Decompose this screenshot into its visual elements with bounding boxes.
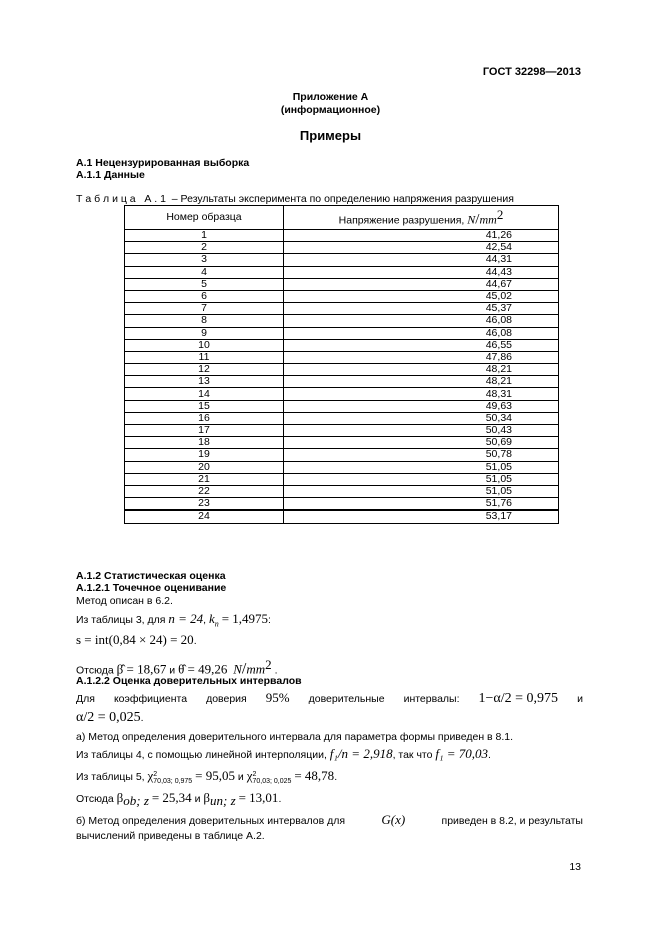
unit-mm: mm — [479, 212, 497, 227]
stress-value-cell: 46,08 — [284, 315, 559, 327]
sample-number-cell: 23 — [125, 498, 284, 511]
table-header-row — [125, 206, 559, 230]
chi1-value: = 95,05 — [195, 768, 235, 783]
dot: . — [334, 771, 338, 783]
sample-number-cell: 15 — [125, 400, 284, 412]
stress-value-cell: 50,78 — [284, 449, 559, 461]
stress-value-cell: 46,55 — [284, 339, 559, 351]
conf-line2 — [76, 710, 144, 726]
section-a11: А.1.1 Данные — [76, 169, 145, 181]
unit-exp2: 2 — [265, 657, 272, 672]
stress-value-cell: 44,67 — [284, 278, 559, 290]
otsyuda2-prefix: Отсюда — [76, 793, 114, 805]
line-table3 — [76, 611, 271, 629]
table-row — [125, 473, 559, 485]
sample-number-cell: 5 — [125, 278, 284, 290]
and-text: и — [237, 771, 244, 783]
chi-symbol-1: χ — [147, 768, 154, 783]
table-row — [125, 388, 559, 400]
stress-value-cell: 42,54 — [284, 242, 559, 254]
unit-mm2: mm — [246, 661, 266, 677]
chi2-indices — [252, 771, 291, 785]
header-stress-label: Напряжение разрушения, — [338, 214, 465, 227]
stress-value-cell: 48,21 — [284, 364, 559, 376]
sample-number-cell: 1 — [125, 230, 284, 242]
sample-number-cell: 22 — [125, 485, 284, 497]
s-formula: s = int(0,84 × 24) = 20 — [76, 632, 194, 647]
stress-value-cell: 46,08 — [284, 327, 559, 339]
table-row — [125, 339, 559, 351]
section-a12: А.1.2 Статистическая оценка — [76, 570, 226, 582]
dot: . — [193, 635, 197, 647]
sample-number-cell: 10 — [125, 339, 284, 351]
table-row — [125, 364, 559, 376]
b2-sub: un; z — [210, 793, 236, 809]
line-s — [76, 632, 197, 648]
otsyuda-prefix: Отсюда — [76, 664, 114, 677]
sample-number-cell: 21 — [125, 473, 284, 485]
data-table — [124, 205, 559, 524]
conf-pct: 95% — [265, 690, 290, 705]
table-row — [125, 437, 559, 449]
conf-line — [76, 690, 583, 707]
sample-number-cell: 19 — [125, 449, 284, 461]
dot: . — [488, 749, 491, 761]
conf-p1: Для — [76, 693, 95, 705]
comma: , — [203, 614, 207, 626]
table-row — [125, 315, 559, 327]
stress-value-cell: 51,05 — [284, 485, 559, 497]
doc-code: ГОСТ 32298—2013 — [482, 66, 581, 78]
sample-number-cell: 12 — [125, 364, 284, 376]
stress-value-cell: 50,43 — [284, 425, 559, 437]
stress-value-cell: 47,86 — [284, 351, 559, 363]
chi2-value: = 48,78 — [294, 768, 335, 783]
unit-n: N — [467, 212, 476, 227]
table-row — [125, 351, 559, 363]
stress-value-cell: 44,43 — [284, 266, 559, 278]
line-table3-prefix: Из таблицы 3, для — [76, 614, 166, 626]
stress-value-cell: 44,31 — [284, 254, 559, 266]
header-stress: Напряжение разрушения, $N/mm^2$ — [284, 206, 559, 230]
sample-number-cell: 13 — [125, 376, 284, 388]
sample-number-cell: 9 — [125, 327, 284, 339]
theta-estimate: θ̂ = 49,26 — [178, 661, 228, 677]
beta-symbol-2: β — [203, 790, 211, 805]
stress-value-cell: 51,05 — [284, 473, 559, 485]
section-a121: А.1.2.1 Точечное оценивание — [76, 582, 227, 594]
stress-value-cell: 50,34 — [284, 412, 559, 424]
kn-eq: = 1,4975 — [221, 611, 269, 626]
table-row — [125, 425, 559, 437]
method-text: Метод описан в 6.2. — [76, 595, 173, 607]
beta-symbol-1: β — [116, 790, 124, 805]
para-a: а) Метод определения доверительного интервала для параметра формы приведен в 8.1. — [76, 731, 514, 743]
line-table4-prefix: Из таблицы 4, с помощью линейной интерполяции, — [76, 749, 327, 761]
sample-number-cell: 18 — [125, 437, 284, 449]
unit-exp: 2 — [496, 206, 504, 222]
para-b-p2: приведен в 8.2, и результаты — [441, 815, 583, 827]
alpha-half: α/2 = 0,025 — [76, 710, 141, 725]
gx-formula: G(x) — [381, 812, 406, 827]
stress-value-cell: 48,31 — [284, 388, 559, 400]
beta-estimate: β̂ = 18,67 — [116, 661, 167, 677]
b1-sub: ob; z — [123, 793, 149, 809]
sample-number-cell: 2 — [125, 242, 284, 254]
b1-value: = 25,34 — [151, 790, 192, 805]
sample-number-cell: 24 — [125, 510, 284, 523]
and-text: и — [169, 664, 176, 677]
sample-number-cell: 17 — [125, 425, 284, 437]
sample-number-cell: 3 — [125, 254, 284, 266]
section-a1: А.1 Нецензурированная выборка — [76, 157, 250, 169]
stress-value-cell: 45,02 — [284, 290, 559, 302]
so-that: , так что — [392, 749, 433, 761]
conf-p4: доверительные — [308, 693, 385, 705]
colon: : — [268, 614, 271, 626]
unit-n2: N — [233, 661, 242, 677]
sample-number-cell: 4 — [125, 266, 284, 278]
section-a122: А.1.2.2 Оценка доверительных интервалов — [76, 675, 302, 687]
conf-p2: коэффициента — [113, 693, 188, 705]
n-eq: n = 24 — [168, 611, 204, 626]
table-row — [125, 254, 559, 266]
chi-symbol-2: χ — [246, 768, 253, 783]
header-sample-number: Номер образца — [125, 206, 284, 230]
chi2-sup: 2 — [252, 771, 257, 778]
table-body — [125, 230, 559, 524]
table-row — [125, 266, 559, 278]
sample-number-cell: 14 — [125, 388, 284, 400]
table-row — [125, 412, 559, 424]
stress-value-cell: 49,63 — [284, 400, 559, 412]
stress-value-cell: 50,69 — [284, 437, 559, 449]
sample-number-cell: 8 — [125, 315, 284, 327]
table-row — [125, 400, 559, 412]
stress-value-cell: 51,05 — [284, 461, 559, 473]
appendix-title: Приложение А — [292, 91, 369, 103]
page-number: 13 — [569, 861, 581, 873]
para-b-line2: вычислений приведены в таблице А.2. — [76, 830, 265, 842]
table-row — [125, 485, 559, 497]
table-row — [125, 510, 559, 523]
table-row — [125, 461, 559, 473]
line-otsyuda2 — [76, 790, 281, 809]
table-row — [125, 303, 559, 315]
appendix-heading: Примеры — [299, 128, 362, 143]
para-b-p1: б) Метод определения доверительных интервалов для — [76, 815, 346, 827]
conf-p3: доверия — [206, 693, 247, 705]
appendix-subtitle: (информационное) — [280, 104, 381, 116]
f1-formula: f₁ = 70,03 — [435, 746, 489, 761]
sample-number-cell: 7 — [125, 303, 284, 315]
line-table5-prefix: Из таблицы 5, — [76, 771, 145, 783]
stress-value-cell: 51,76 — [284, 498, 559, 511]
conf-formula: 1−α/2 = 0,975 — [478, 691, 559, 706]
line-otsyuda1: Отсюда β̂ = 18,67 и θ̂ = 49,26 $N/mm^2$ . — [76, 657, 278, 678]
conf-and: и — [577, 693, 583, 705]
chi2-sub: 70,03; 0,025 — [252, 778, 292, 785]
table-row — [125, 327, 559, 339]
dot: . — [274, 664, 278, 677]
sample-number-cell: 16 — [125, 412, 284, 424]
table-row — [125, 290, 559, 302]
kn-symbol: $k_n$ — [208, 611, 219, 629]
f1n-formula: f₁/n = 2,918 — [329, 746, 393, 761]
chi1-indices — [153, 771, 192, 785]
sample-number-cell: 20 — [125, 461, 284, 473]
table-row — [125, 278, 559, 290]
line-table4 — [76, 746, 491, 762]
stress-value-cell: 41,26 — [284, 230, 559, 242]
sample-number-cell: 6 — [125, 290, 284, 302]
stress-value-cell: 48,21 — [284, 376, 559, 388]
table-row — [125, 498, 559, 511]
para-b-line1 — [76, 812, 583, 828]
b2-value: = 13,01 — [238, 790, 279, 805]
table-caption: Т а б л и ц а А . 1 – Результаты эксперимента по определению напряжения разрушения — [76, 193, 514, 205]
and-text: и — [194, 793, 201, 805]
stress-value-cell: 53,17 — [284, 510, 559, 523]
table-row — [125, 242, 559, 254]
dot: . — [278, 793, 282, 805]
table-row — [125, 230, 559, 242]
line-table5 — [76, 768, 337, 785]
conf-p5: интервалы: — [403, 693, 460, 705]
chi1-sub: 70,03; 0,975 — [153, 778, 193, 785]
chi1-sup: 2 — [153, 771, 158, 778]
dot: . — [140, 712, 144, 724]
sample-number-cell: 11 — [125, 351, 284, 363]
table-row — [125, 449, 559, 461]
table-row — [125, 376, 559, 388]
stress-value-cell: 45,37 — [284, 303, 559, 315]
